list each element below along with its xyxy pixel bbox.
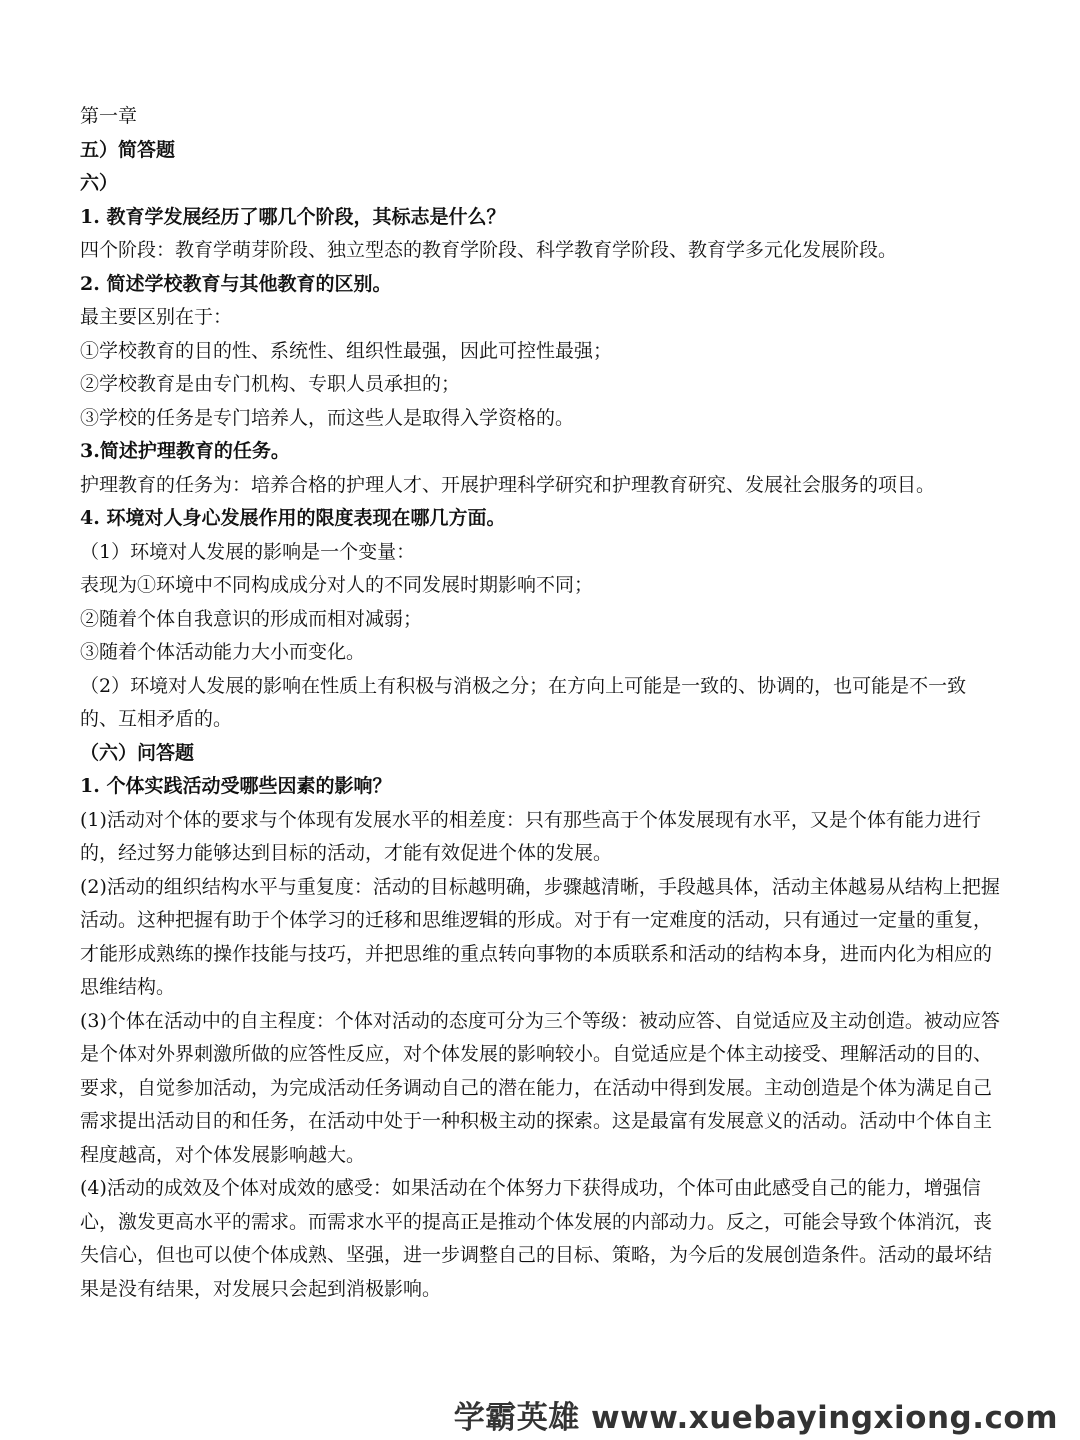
answer-2-intro: 最主要区别在于： [80,306,233,328]
question-1: 1. 教育学发展经历了哪几个阶段，其标志是什么？ [80,205,506,228]
answer-4-point-2: （2）环境对人发展的影响在性质上有积极与消极之分；在方向上可能是一致的、协调的，也可能是不一致的、互相矛盾的。 [80,674,967,730]
essay-answer-paragraph-1: (1)活动对个体的要求与个体现有发展水平的相差度：只有那些高于个体发展现有水平，又是个体有能力进行的，经过努力能够达到目标的活动，才能有效促进个体的发展。 [80,808,981,864]
essay-question-1: 1. 个体实践活动受哪些因素的影响？ [80,775,392,797]
essay-answer-paragraph-4: (4)活动的成效及个体对成效的感受：如果活动在个体努力下获得成功，个体可由此感受自己的能力，增强信心，激发更高水平的需求。而需求水平的提高正是推动个体发展的内部动力。反之，可能会导致个体消沉，丧失信心，但也可以使个体成熟、坚强，进一步调整自己的目标、策略，为今后的发展创造条件。活动的最坏结果是没有结果，对发展只会起到消极影响。 [80,1177,993,1300]
answer-2-point: ③学校的任务是专门培养人，而这些人是取得入学资格的。 [80,406,575,429]
question-2: 2. 简述学校教育与其他教育的区别。 [80,272,392,295]
answer-1: 四个阶段：教育学萌芽阶段、独立型态的教育学阶段、科学教育学阶段、教育学多元化发展阶段。 [80,239,898,261]
question-3: 3.简述护理教育的任务。 [80,440,290,462]
essay-answer-paragraph-2: (2)活动的组织结构水平与重复度：活动的目标越明确，步骤越清晰，手段越具体，活动主体越易从结构上把握活动。这种把握有助于个体学习的迁移和思维逻辑的形成。对于有一定难度的活动，只有通过一定量的重复，才能形成熟练的操作技能与技巧，并把思维的重点转向事物的本质联系和活动的结构本身，进而内化为相应的思维结构。 [80,875,1000,998]
document-page [80,100,1004,1306]
answer-2-point: ②学校教育是由专门机构、专职人员承担的； [80,373,461,395]
answer-4-sub-1: 表现为①环境中不同构成成分对人的不同发展时期影响不同； [80,574,594,596]
essay-answer-paragraph-3: (3)个体在活动中的自主程度：个体对活动的态度可分为三个等级：被动应答、自觉适应及主动创造。被动应答是个体对外界刺激所做的应答性反应，对个体发展的影响较小。自觉适应是个体主动接受、理解活动的目的、要求，自觉参加活动，为完成活动任务调动自己的潜在能力，在活动中得到发展。主动创造是个体为满足自己需求提出活动目的和任务，在活动中处于一种积极主动的探索。这是最富有发展意义的活动。活动中个体自主程度越高，对个体发展影响越大。 [80,1009,1000,1166]
section-heading-essay: （六）问答题 [80,741,195,764]
answer-4-point-1: （1）环境对人发展的影响是一个变量： [80,540,416,563]
answer-2-point: ①学校教育的目的性、系统性、组织性最强，因此可控性最强； [80,339,613,362]
answer-3: 护理教育的任务为：培养合格的护理人才、开展护理科学研究和护理教育研究、发展社会服务的项目。 [80,473,936,496]
chapter-title: 第一章 [80,105,138,127]
section-heading-short-answer: 五）简答题 [80,138,176,161]
answer-4-sub-2: ②随着个体自我意识的形成而相对减弱； [80,607,423,630]
question-4: 4. 环境对人身心发展作用的限度表现在哪几方面。 [80,507,506,529]
answer-4-sub-3: ③随着个体活动能力大小而变化。 [80,641,366,663]
section-heading-six: 六） [80,172,119,194]
site-watermark: 学霸英雄 www.xuebayingxiong.com [453,1400,1058,1436]
